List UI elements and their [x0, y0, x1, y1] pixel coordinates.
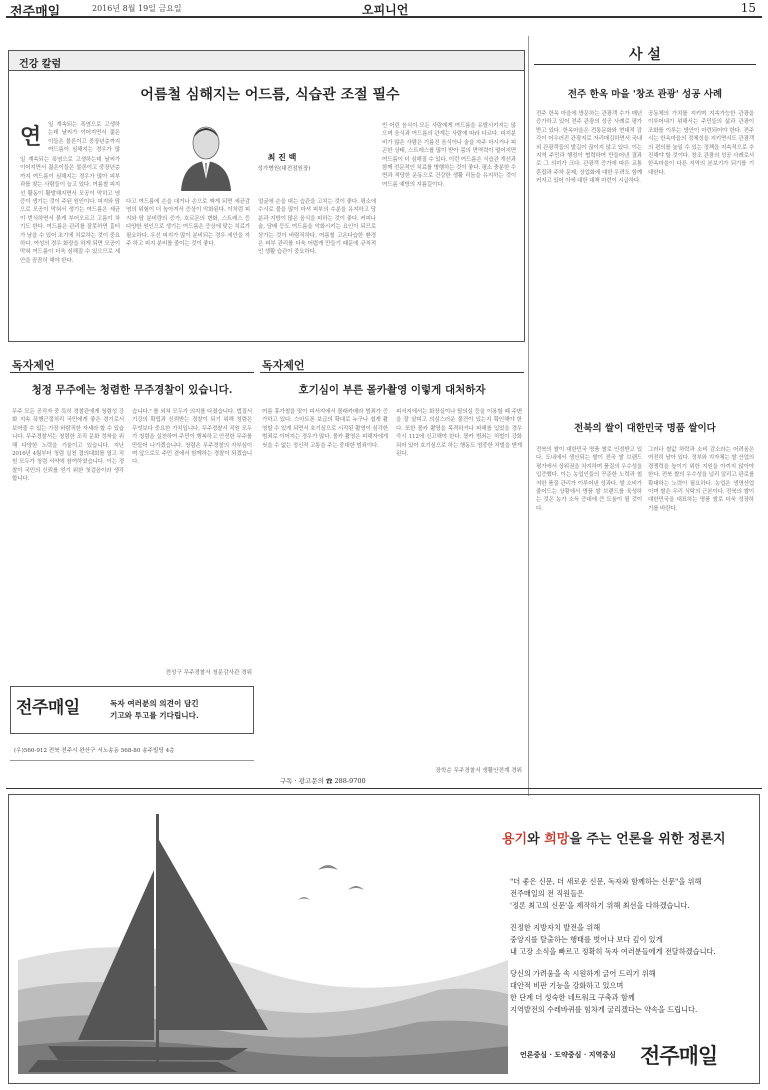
editorial-1-col-a: 전주 한옥 마을에 방문하는 관광객 수가 매년 증가하고 있어 전주 관광의 성공 사례로 평가받고 있다. 한옥마을은 전통문화와 현대적 감각이 어우러진 관광지로 자리매김하면서 국내외 관광객들의 발길이 끊이지 않고 있다. 이는 지역 주민과 행정이 협력하여 만들어낸 결과로 그 의미가 크다. 관광객 증가에 따른 교통 혼잡과 주차 문제, 상업화에 대한 우려도 함께 커지고 있어 이에 대한 대책 마련이 시급하다.	[536, 111, 642, 185]
campaign-p3-line-2: 대안적 비판 기능을 강화하고 있으며	[510, 981, 624, 990]
promo-rule	[10, 760, 254, 761]
reader2-col-b: 피서지에서는 화장실이나 탈의실 등을 이용할 때 주변을 잘 살피고 의심스러운 물건이 있는지 확인해야 한다. 또한 몰카 촬영을 목격하거나 피해를 입었을 경우 즉시 112에 신고해야 한다. 몰카 범죄는 처벌이 강화되어 있어 호기심으로 하는 행동도 엄중한 처벌을 받게 된다.	[396, 409, 522, 458]
reader1-rule	[10, 372, 254, 373]
campaign-logo: 전주매일	[640, 1043, 718, 1068]
campaign-paragraph-2	[510, 922, 756, 958]
health-col3: 얼굴에 손을 대는 습관을 고치는 것이 좋다. 평소에 수시로 물을 많이 마셔 피부의 수분을 유지하고 당분과 지방이 많은 음식을 피하는 것이 좋다. 커피나 술, 담배 등도 여드름을 악화시키는 요인이 되므로 삼가는 것이 바람직하다. 여름철 고온다습한 환경은 피부 관리를 더욱 어렵게 만들기 때문에 규칙적인 생활 습관이 중요하다.	[258, 199, 376, 256]
editorial-1-col-b: 공동체의 가치를 지키며 지속가능한 관광을 이루어내기 위해서는 주민들의 삶과 관광이 조화를 이루는 방안이 마련되어야 한다. 전주시는 한옥마을의 정체성을 지키면서도 관광객의 편의를 높일 수 있는 정책을 지속적으로 추진해야 할 것이다. 창조 관광의 성공 사례로서 한옥마을이 다른 지역의 본보기가 되기를 기대한다.	[648, 111, 754, 176]
campaign-p2-line-3: 내 고장 소식을 빠르고 정확히 독자 여러분들에게 전달하겠습니다.	[510, 947, 716, 956]
editorial-title-1: 전주 한옥 마을 '창조 관광' 성공 사례	[567, 89, 723, 100]
editorial-2-col-a: 전북의 쌀이 대한민국 명품 쌀로 인정받고 있다. 도내에서 생산되는 쌀이 전국 쌀 브랜드 평가에서 상위권을 차지하며 품질의 우수성을 입증했다. 이는 농업인들의 꾸준한 노력과 철저한 품질 관리가 이루어낸 성과다. 쌀 소비가 줄어드는 상황에서 명품 쌀 브랜드를 육성하는 것은 농가 소득 증대에 큰 도움이 될 것이다.	[536, 447, 642, 512]
campaign-p1-line-2: 전주매일의 전 직원들은	[510, 889, 585, 898]
campaign-paragraph-1	[510, 876, 756, 912]
page-number: 15	[740, 1, 756, 15]
section-name: 오피니언	[362, 3, 409, 17]
campaign-p3-line-3: 한 단계 더 성숙한 네트워크 구축과 함께	[510, 993, 635, 1002]
reader2-label: 독자제언	[262, 359, 305, 372]
promo-logo: 전주매일	[16, 698, 80, 718]
subscribe-contact: 구독 · 광고문의 ☎ 288-9700	[280, 777, 366, 785]
editorial-label: 사 설	[629, 47, 661, 63]
campaign-paragraph-3	[510, 968, 756, 1016]
reader2-col-a: 여름 휴가철을 맞아 피서지에서 몰래카메라 범죄가 증가하고 있다. 스마트폰 보급의 확대로 누구나 쉽게 촬영할 수 있게 되면서 호기심으로 시작된 촬영이 심각한 범죄로 이어지는 경우가 많다. 몰카 촬영은 피해자에게 씻을 수 없는 정신적 고통을 주는 중대한 범죄이다.	[262, 409, 388, 449]
reader1-label: 독자제언	[12, 359, 55, 372]
campaign-p3-line-4: 지역발전의 수레바퀴를 힘차게 굴리겠다는 약속을 드립니다.	[510, 1005, 698, 1014]
campaign-title-rest: 을 주는 언론을 위한 정론지	[569, 832, 726, 847]
health-col1-top: 일 계속되는 폭염으로 고생하는데 날씨가 이어지면서 젊은이들은 물론이고 중장년층까지 여드름이 심해지는 경우가 많	[48, 122, 120, 154]
promo-msg-2: 기고와 투고를 기다립니다.	[110, 711, 199, 720]
editorial-2-col-b: 그러나 쌀값 하락과 소비 감소라는 어려움은 여전히 남아 있다. 정부와 지자체는 쌀 산업의 경쟁력을 높이기 위한 지원을 아끼지 않아야 한다. 전북 쌀의 우수성을 널리 알리고 판로를 확대하는 노력이 필요하다. 농업은 생명산업이며 쌀은 우리 식탁의 근본이다. 전북의 쌀이 대한민국을 대표하는 명품 쌀로 더욱 성장하기를 바란다.	[648, 447, 754, 512]
health-label-bar	[9, 51, 524, 71]
reader1-col-b: 습니다." 를 외쳐 모두가 의지를 다졌습니다. 법질서 기강의 확립과 신뢰받는 경찰이 되기 위해 청렴은 무엇보다 중요한 가치입니다. 무주경찰서 직원 모두가 청렴을 실천하여 주민이 행복하고 안전한 무주를 만들어 나가겠습니다. 청렴은 무주경찰의 자부심이며 앞으로도 주민 곁에서 함께하는 경찰이 되겠습니다.	[132, 409, 252, 466]
reader2-title: 호기심이 부른 몰카촬영 이렇게 대처하자	[298, 384, 486, 396]
reader1-col-a: 무주 모든 공직자 중 특히 경찰관에게 청렴성 강화 지속 폭행근절처리 국민에게 좋은 경기로서 보여줄 수 있는 가장 바람직한 자세라 할 수 있습니다. 무주경찰서는 청렴한 조직 문화 정착을 위해 다양한 노력을 기울이고 있습니다. 지난 2016년 4월부터 청렴 실천 결의대회를 열고 직원 모두가 청렴 서약에 참여하였습니다. 이는 경찰이 국민의 신뢰를 얻기 위한 첫걸음이라 생각합니다.	[12, 409, 124, 483]
campaign-p1-line-1: "더 좋은 신문, 더 새로운 신문, 독자와 함께하는 신문"을 위해	[510, 877, 702, 886]
campaign-p3-line-1: 당신의 가려움을 속 시원하게 긁어 드리기 위해	[510, 969, 656, 978]
campaign-p1-line-3: '정론 최고의 신문'을 제작하기 위해 최선을 다하겠습니다.	[510, 901, 690, 910]
health-label: 건강 칼럼	[19, 59, 62, 70]
editorial-title-2: 전북의 쌀이 대한민국 명품 쌀이다	[574, 423, 716, 434]
health-col4: 빈 어린 음식이 모든 사람에게 여드름을 유발시키지는 않으며 음식과 여드름의 관계는 사람에 따라 다르다. 피지분비가 많은 사람은 기름진 음식이나 술을 자주 마시거나 피곤한 상태, 스트레스를 많이 받아 몸의 면역력이 떨어지면 여드름이 더 심해질 수 있다. 이런 여드름은 식습관 개선과 함께 전문적인 치료를 병행하는 것이 좋다. 평소 충분한 수면과 적당한 운동으로 건강한 생활 리듬을 유지하는 것이 여드름 예방의 지름길이다.	[382, 123, 516, 188]
campaign-title	[502, 828, 726, 847]
health-title: 어름철 심해지는 어드름, 식습관 조절 필수	[140, 87, 400, 103]
author-photo	[175, 123, 237, 191]
issue-date: 2016년 8월 19일 금요일	[92, 4, 182, 13]
reader2-rule	[260, 372, 524, 373]
author-name: 최 진 백	[267, 152, 297, 162]
dropcap: 연	[20, 124, 42, 150]
campaign-illustration	[18, 810, 508, 1074]
promo-msg-1: 독자 여러분의 의견이 담긴	[110, 699, 199, 708]
author-role: 성가병원(대전점원장)	[257, 166, 311, 172]
health-col2: 다고 여드름에 손을 대거나 손으로 짜게 되면 세균감염의 위험이 더 높아져서 증상이 악화된다. 이처럼 피지와 땀 분비량의 증가, 호르몬의 변화, 스트레스 등 다양한 원인으로 생기는 여드름은 증상에 맞는 치료가 필요하다. 우선 피지가 많이 분비되는 경우 세안을 자주 하고 피지 분비를 줄이는 것이 좋다.	[126, 199, 250, 248]
campaign-title-courage: 용기	[502, 832, 528, 847]
reader2-byline: 장학순 무주경찰서 생활안전계 경위	[435, 768, 522, 774]
editorial-rule	[534, 64, 756, 65]
bottom-divider	[6, 788, 762, 789]
publication-name: 전주매일	[10, 5, 61, 20]
campaign-motto: 언론중심 · 도약중심 · 지역중심	[520, 1050, 616, 1059]
page-header	[6, 0, 762, 18]
health-col1: 일 계속되는 폭염으로 고생하는데 날씨가 이어지면서 젊은이들은 물론이고 중장년층까지 여드름이 심해지는 경우가 많아 피부과를 찾는 사람들이 늘고 있다. 여름철 피지선 활동이 활발해지면서 모공이 막히고 염증이 생기는 것이 주된 원인이다. 피지와 땀으로 모공이 막혀서 생기는 여드름은 세균이 번식하면서 붉게 부어오르고 고름이 차기도 한다. 여드름은 관리를 잘못하면 흉터가 남을 수 있어 초기에 치료하는 것이 중요하다. 여성의 경우 화장을 하게 되면 모공이 막혀 여드름이 더욱 심해질 수 있으므로 세안을 꼼꼼히 해야 한다.	[20, 157, 120, 264]
reader1-title: 청정 무주에는 청렴한 무주경찰이 있습니다.	[31, 384, 233, 396]
campaign-p2-line-2: 중앙지를 탈출하는 행태를 벗어나 보다 깊이 있게	[510, 935, 663, 944]
campaign-p2-line-1: 진정한 지방자치 발전을 위해	[510, 923, 601, 932]
promo-address: (우)560-912 전북 전주시 완산구 서노송동 568-80 송주빌딩 4층	[14, 748, 175, 754]
campaign-title-hope: 희망	[544, 832, 570, 847]
reader1-byline: 전성구 무주경찰서 청문감사관 경위	[165, 670, 252, 676]
campaign-title-join: 와	[527, 832, 545, 847]
